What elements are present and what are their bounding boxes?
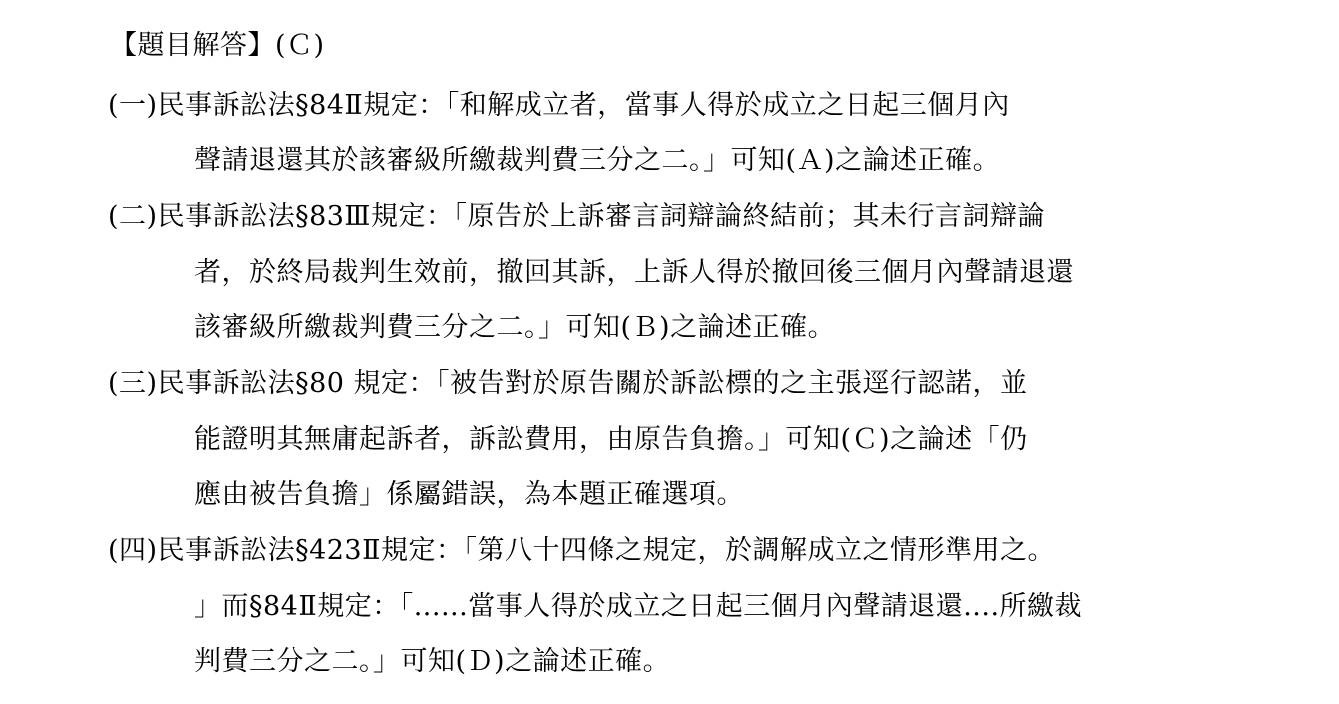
item-4-line-1: (四)民事訴訟法§423Ⅱ規定：「第八十四條之規定，於調解成立之情形準用之。 [108, 535, 1055, 566]
item-3-line-2: 能證明其無庸起訴者，訴訟費用，由原告負擔。」可知(Ｃ)之論述「仍 [194, 424, 1028, 455]
item-1-line-1: (一)民事訴訟法§84Ⅱ規定：「和解成立者，當事人得於成立之日起三個月內 [108, 90, 1010, 121]
item-4-line-2: 」而§84Ⅱ規定：「......當事人得於成立之日起三個月內聲請退還....所繳裁 [194, 591, 1083, 622]
item-3-line-1: (三)民事訴訟法§80 規定：「被告對於原告關於訴訟標的之主張逕行認諾，並 [108, 368, 1028, 399]
answer-title: 【題目解答】(Ｃ) [110, 30, 325, 61]
item-2-line-1: (二)民事訴訟法§83Ⅲ規定：「原告於上訴審言詞辯論終結前；其未行言詞辯論 [108, 201, 1045, 232]
item-2-line-2: 者，於終局裁判生效前，撤回其訴，上訴人得於撤回後三個月內聲請退還 [194, 257, 1074, 288]
item-1-line-2: 聲請退還其於該審級所繳裁判費三分之二。」可知(Ａ)之論述正確。 [194, 145, 1001, 176]
item-2-line-3: 該審級所繳裁判費三分之二。」可知(Ｂ)之論述正確。 [194, 312, 836, 343]
item-3-line-3: 應由被告負擔」係屬錯誤，為本題正確選項。 [194, 479, 744, 510]
item-4-line-3: 判費三分之二。」可知(Ｄ)之論述正確。 [194, 646, 671, 677]
